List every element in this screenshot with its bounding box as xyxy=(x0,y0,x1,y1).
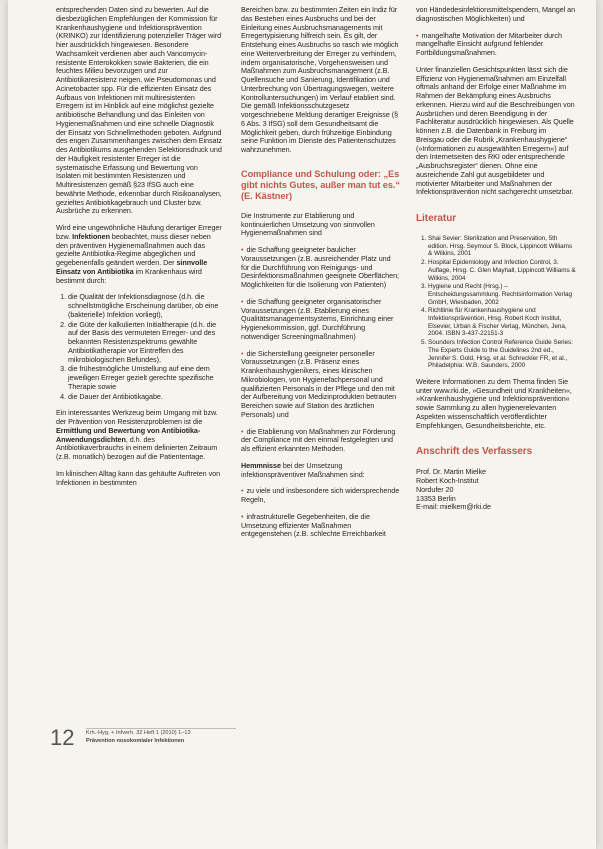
running-title: Prävention nosokomialer Infektionen xyxy=(86,738,185,744)
reference-item: 4. Richtlinie für Krankenhaushygiene und Infektionsprävention, Hrsg. Robert Koch Institut, Elsevier, Urban & Fischer Verlag, München, Jena, 2004. ISBN 3-437-22151-3 xyxy=(428,307,576,338)
text-column-left xyxy=(56,6,223,718)
list-item: 4. die Dauer der Antibiotikagabe. xyxy=(68,393,223,402)
literature-heading: Literatur xyxy=(416,213,457,224)
paragraph: Hemmnisse bei der Umsetzung infektionspräventiver Maßnahmen sind: xyxy=(241,460,365,479)
bold-term: Hemmnisse xyxy=(241,460,281,470)
address-line: Nordufer 20 xyxy=(416,484,454,494)
page-footer xyxy=(50,726,250,756)
list-item: • mangelhafte Motivation der Mitarbeiter durch mangelhafte Einsicht aufgrund fehlender Fortbildungsmaßnahmen. xyxy=(416,32,576,58)
reference-item: 3. Hygiene und Recht (Hrsg.) – Entscheidungssammlung. Rechtsinformation Verlag GmbH, Wiesbaden, 2002 xyxy=(428,283,576,306)
list-item: • die Schaffung geeigneter organisatorischer Voraussetzungen (z.B. Etablierung eines Qualitätsmanagementsystems, Einrichtung einer Hygienekommission, ggf. Durchführung notwendiger Screeningmaßnahmen) xyxy=(241,298,400,342)
address-line: E-mail: mielkem@rki.de xyxy=(416,502,491,512)
paragraph: Wird eine ungewöhnliche Häufung derartiger Erreger bzw. Infektionen beobachtet, muss dieser neben den präventiven Hygienemaßnahmen auch das gezielte Antibiotika-Regime abgeglichen und gegebenenfalls geändert werden. Der sinnvolle Einsatz von Antibiotika im Krankenhaus wird bestimmt durch: xyxy=(56,223,222,285)
paragraph: von Händedesinfektionsmittelspendern, Mangel an diagnostischen Möglichkeiten) und xyxy=(416,6,576,23)
bullet-list xyxy=(241,246,400,454)
list-item: 1. die Qualität der Infektionsdiagnose (d.h. die schnellstmögliche Erscheinung darüber, ob eine (bakterielle) Infektion vorliegt), xyxy=(68,293,223,319)
footer-divider xyxy=(86,728,236,729)
list-item: • zu viele und insbesondere sich widersprechende Regeln, xyxy=(241,487,400,505)
page-number: 12 xyxy=(50,725,75,750)
paragraph: Unter finanziellen Gesichtspunkten lässt sich die Effizienz von Hygienemaßnahmen am Einzelfall oftmals anhand der Erfolge einer Maßnahme im Rahmen der Bekämpfung eines Ausbruchs erkennen. Hierzu wird auf die Beschreibungen von Ausbrüchen und deren Beendigung in der Fachliteratur ausdrücklich hingewiesen. Als Quelle können z.B. die Datenbank in Freiburg im Breisgau oder die Rubrik „Krankenhaushygiene“ (»Informationen zu ausgewählten Erregern«) auf den Internetseiten des RKI oder entsprechende „Ausbruchsregister“ dienen. Ohne eine ausreichende Zahl gut ausgebildeter und motivierter Mitarbeiter und Maßnahmen der Infektionsprävention nicht sachgerecht umsetzbar. xyxy=(416,64,575,197)
address-heading: Anschrift des Verfassers xyxy=(416,446,533,458)
list-item: 3. die frühestmögliche Umstellung auf eine dem jeweiligen Erreger gezielt gerechte spezifische Therapie sowie xyxy=(68,365,223,391)
criteria-list xyxy=(56,293,223,401)
paragraph: Bereichen bzw. zu bestimmten Zeiten ein Indiz für das Bestehen eines Ausbruchs und bei der Einleitung eines Ausbruchsmanagements mit Erregertypisierung hilfreich sein. Es gilt, der Entstehung eines Ausbruchs so rasch wie möglich eine Weiterverbreitung der Erreger zu verhindern, indem organisatorische, Vorgehensweisen und Maßnahmen zum Ausbruchsmanagement (z.B. Quellensuche und Sanierung, Identifikation und Unterbrechung von Übertragungswegen, weitere Kontrolluntersuchungen) im Verlauf etabliert sind. Die gemäß Infektionsschutzgesetz vorgeschriebene Meldung derartiger Ereignisse (§ 6 Abs. 3 IfSG) soll dem Gesundheitsamt die Möglichkeit geben, durch frühzeitige Einbindung seine Funktion im Dienste des Patientenschutzes wahrzunehmen. xyxy=(241,6,399,154)
bold-term: Infektionen xyxy=(72,231,110,241)
text-column-middle xyxy=(241,6,400,806)
literature-list xyxy=(416,235,576,370)
bold-term: sinnvolle Einsatz von Antibiotika xyxy=(56,258,208,276)
paragraph: Ein interessantes Werkzeug beim Umgang mit bzw. der Prävention von Resistenzproblemen ist die Ermittlung und Bewertung von Antibiotika-Anwendungsdichten, d.h. des Antibiotikaverbrauchs in einem definierten Zeitraum (z.B. monatlich) bezogen auf die Patiententage. xyxy=(56,408,218,461)
address-line: Prof. Dr. Martin Mielke xyxy=(416,467,486,477)
bullet-list xyxy=(416,32,576,58)
bullet-list xyxy=(241,487,400,539)
reference-item: 5. Sounders Infection Control Reference Guide Series: The Experts Guide to the Guidelines 2nd ed., Jennifer S. Gold, Hrsg. et al. Schreckler FR, et al., Philadelphia: W.B. Saunders, 2000 xyxy=(428,339,576,370)
author-address xyxy=(416,468,576,512)
list-item: • die Etablierung von Maßnahmen zur Förderung der Compliance mit den einmal festgelegten und als effizient erkannten Methoden. xyxy=(241,428,400,454)
paragraph: Im klinischen Alltag kann das gehäufte Auftreten von Infektionen in bestimmten xyxy=(56,468,221,487)
journal-page xyxy=(8,0,596,849)
bold-term: Ermittlung und Bewertung von Antibiotika-Anwendungsdichten xyxy=(56,425,201,444)
list-item: • die Sicherstellung geeigneter personeller Voraussetzungen (z.B. Präsenz eines Krankenhaushygienikers, eines klinischen Mikrobiologen, von Hygienefachpersonal und qualifizierten Personals in der Pflege und den mit der Aufbereitung von Medizinprodukten betrauten Bereichen sowie auf Station des ärztlichen Personals) und xyxy=(241,350,400,420)
paragraph: entsprechenden Daten sind zu bewerten. Auf die diesbezüglichen Empfehlungen der Kommission für Krankenhaushygiene und Infektionsprävention (KRINKO) zur Identifizierung potenzieller Träger wird hier ausdrücklich hingewiesen. Besondere Wachsamkeit verdienen aber auch Vancomycin-resistente Enterokokken sowie Bakterien, die ein feuchtes Milieu bevorzugen und zur Antibiotikaresistenz neigen, wie Pseudomonas und Acinetobacter spp. Für die effizienten Einsatz des Aufbaus von Infektionen mit multiresistenten Erregern ist im Hinblick auf eine möglichst gezielte antibiotische Behandlung und das Einleiten von Hygienemaßnahmen und eine schnelle Diagnostik der Einsatz von Schnellmethoden geboten. Aufgrund des engen Zusammenhanges zwischen dem Einsatz des Antibiotikums ausgehenden Selektionsdruck und der Häufigkeit resistenter Erreger ist die systematische Erfassung und Bewertung von Isolaten mit bestimmten Resistenzen und Multiresistenzen gemäß §23 IfSG auch eine bewährte Methode, erkennbar durch Risikoanalysen, gezieltes Antibiotikagebrauch und Cluster bzw. Ausbrüche zu erkennen. xyxy=(56,6,222,216)
list-item: • infrastrukturelle Gegebenheiten, die die Umsetzung effizienter Maßnahmen entgegenstehen (z.B. schlechte Erreichbarkeit xyxy=(241,513,400,539)
paragraph: Weitere Informationen zu dem Thema finden Sie unter www.rki.de, »Gesundheit und Krankheiten«, »Krankenhaushygiene und Infektionsprävention« sowie Sammlung zu allen hygienerelevanten Aspekten wissenschaftlich veröffentlichter Empfehlungen, Gesundheitsberichte, etc. xyxy=(416,376,572,430)
list-item: 2. die Güte der kalkulierten Initialtherapie (d.h. die auf der Basis des vermuteten Erreger- und des bekannten Resistenzspektrums gewählte Antibiotikatherapie vor Eintreffen des mikrobiologischen Befundes), xyxy=(68,321,223,365)
address-line: 13353 Berlin xyxy=(416,493,456,503)
text-column-right xyxy=(416,6,576,741)
paragraph: Die Instrumente zur Etablierung und kontinuierlichen Umsetzung von sinnvollen Hygienemaßnahmen sind xyxy=(241,210,375,238)
journal-citation: Krh.-Hyg. + Infverh. 32 Heft 1 (2010) 1–13 xyxy=(86,730,191,736)
reference-item: 1. Shai Sevier: Sterilization and Preservation, 5th edition. Hrsg. Seymour S. Block, Lippincott Williams & Wilkins, 2001 xyxy=(428,235,576,258)
list-item: • die Schaffung geeigneter baulicher Voraussetzungen (z.B. ausreichender Platz und für die Durchführung von Reinigungs- und Desinfektionsmaßnahmen geeignete Oberflächen; Möglichkeiten für die Isolierung von Patienten) xyxy=(241,246,400,290)
address-line: Robert Koch-Institut xyxy=(416,476,479,486)
reference-item: 2. Hospital Epidemiology and Infection Control, 3. Auflage, Hrsg. C. Glen Mayhall, Lippincott Williams & Wilkins, 2004 xyxy=(428,259,576,282)
section-heading: Compliance und Schulung oder: „Es gibt nichts Gutes, außer man tut es.“ (E. Kästner) xyxy=(241,168,400,201)
